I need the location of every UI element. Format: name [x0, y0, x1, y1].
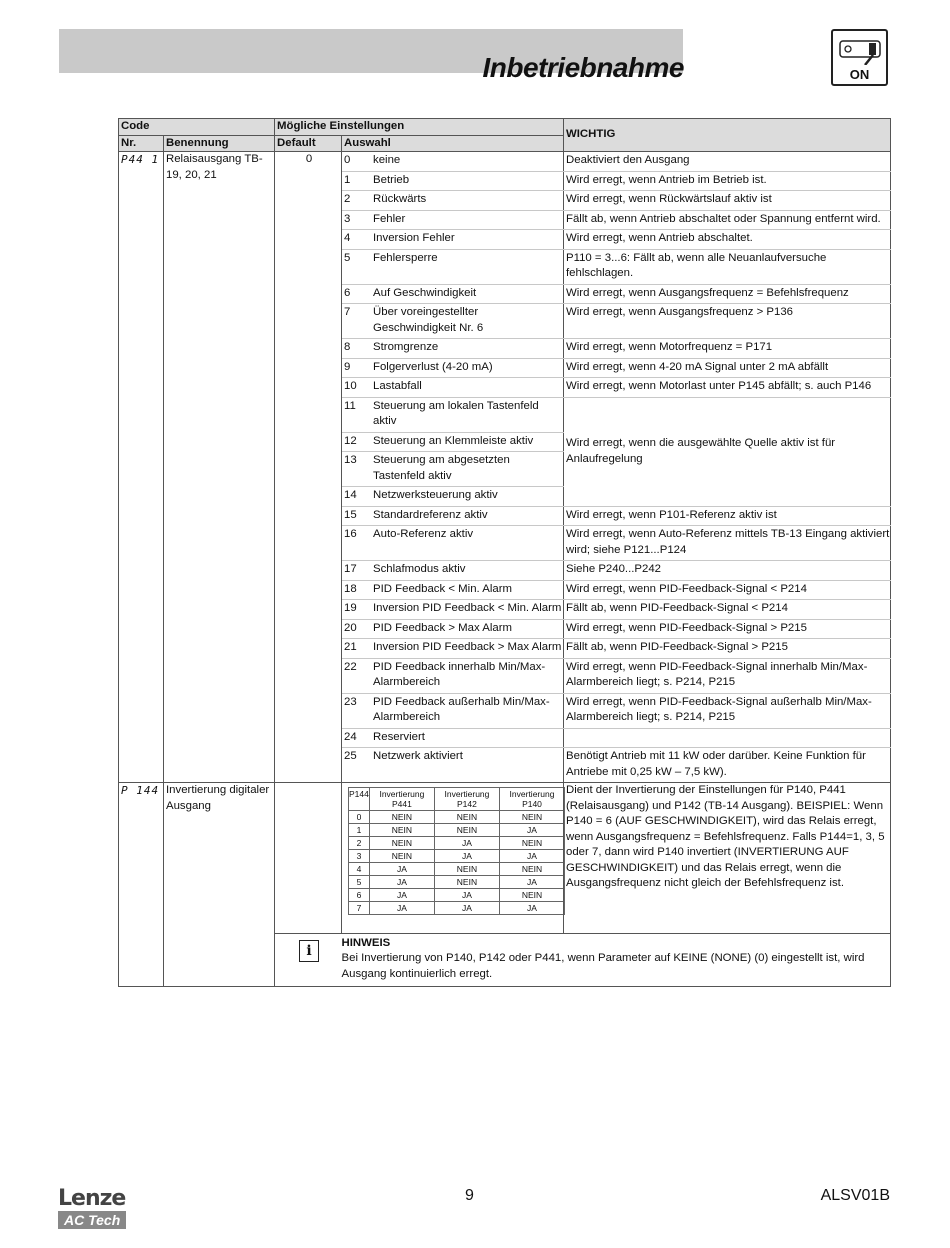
option-label: Reserviert — [373, 730, 425, 743]
on-label: ON — [849, 67, 870, 82]
inner-row — [349, 850, 565, 863]
inner-header: Invertierung P441 — [369, 788, 434, 811]
inner-header: Invertierung P140 — [499, 788, 564, 811]
option-label: Steuerung am abgesetzten Tastenfeld aktiv — [373, 454, 510, 482]
option-label: Inversion PID Feedback < Min. Alarm — [373, 602, 562, 614]
inner-cell: NEIN — [434, 811, 499, 824]
inner-cell: 6 — [349, 889, 370, 902]
option-note — [564, 728, 891, 748]
inner-cell: JA — [499, 902, 564, 915]
option-number: 8 — [344, 341, 351, 353]
inner-cell: 7 — [349, 902, 370, 915]
option-number: 17 — [344, 563, 357, 575]
option-label: PID Feedback außerhalb Min/Max-Alarmbereich — [373, 695, 550, 723]
option-note: Wird erregt, wenn Antrieb im Betrieb ist. — [564, 171, 891, 191]
inner-cell: JA — [499, 876, 564, 889]
option-number: 23 — [344, 695, 357, 708]
option-note: Wird erregt, wenn PID-Feedback-Signal < P214 — [564, 580, 891, 600]
col-settings: Mögliche Einstellungen — [275, 119, 564, 136]
option-note: Fällt ab, wenn PID-Feedback-Signal < P214 — [564, 600, 891, 620]
option-number: 9 — [344, 360, 351, 373]
option-label: Schlafmodus aktiv — [373, 563, 466, 575]
p144-note: Dient der Invertierung der Einstellungen für P140, P441 (Relaisausgang) und P142 (TB-14 Ausgang). BEISPIEL: Wenn P140 = 6 (AUF GESCHWINDIGKEIT), wird das Relais erregt, wenn Ausgangsfrequenz = Befehlsfrequenz. Falls P144=1, 3, 5 oder 7, dann wird P140 invertiert (INVERTIERUNG AUF GESCHWINDIGKEIT) und das Relais erregt, wenn die Ausgangsfrequenz nicht gleich der Befehlsfrequenz ist. — [564, 783, 891, 934]
inner-cell: JA — [434, 837, 499, 850]
inner-cell: 0 — [349, 811, 370, 824]
inner-row — [349, 824, 565, 837]
inner-cell: 5 — [349, 876, 370, 889]
p441-default: 0 — [275, 152, 342, 783]
option-note: Wird erregt, wenn Rückwärtslauf aktiv ist — [564, 191, 891, 211]
col-name: Benennung — [164, 135, 275, 152]
option-label: Lastabfall — [373, 380, 422, 392]
page-title: Inbetriebnahme — [482, 52, 684, 83]
inner-cell: JA — [499, 824, 564, 837]
option-label: Netzwerk aktiviert — [373, 750, 463, 762]
option-label: Inversion PID Feedback > Max Alarm — [373, 641, 562, 653]
inner-row — [349, 811, 565, 824]
option-label: Standardreferenz aktiv — [373, 508, 488, 521]
option-label: PID Feedback innerhalb Min/Max-Alarmbereich — [373, 660, 546, 688]
inner-cell: JA — [499, 850, 564, 863]
option-number: 16 — [344, 528, 357, 540]
option-label: Rückwärts — [373, 193, 427, 205]
inner-header: P144 — [349, 788, 370, 811]
inner-cell: JA — [369, 889, 434, 902]
logo-actech: AC Tech — [58, 1211, 126, 1229]
inner-row — [349, 837, 565, 850]
option-number: 20 — [344, 621, 357, 634]
option-label: Stromgrenze — [373, 341, 439, 353]
option-note: Wird erregt, wenn Motorlast unter P145 abfällt; s. auch P146 — [564, 378, 891, 398]
option-note: Wird erregt, wenn 4-20 mA Signal unter 2 mA abfällt — [564, 358, 891, 378]
parameter-table — [118, 118, 891, 987]
option-note: Wird erregt, wenn Motorfrequenz = P171 — [564, 339, 891, 359]
option-note: Benötigt Antrieb mit 11 kW oder darüber. Keine Funktion für Antriebe mit 0,25 kW – 7,5 kW). — [564, 748, 891, 783]
option-number: 18 — [344, 582, 357, 595]
inner-row — [349, 863, 565, 876]
col-select: Auswahl — [342, 135, 564, 152]
option-note: Deaktiviert den Ausgang — [564, 152, 891, 172]
option-note: P110 = 3...6: Fällt ab, wenn alle Neuanlaufversuche fehlschlagen. — [564, 249, 891, 284]
option-label: PID Feedback < Min. Alarm — [373, 582, 512, 595]
inner-row — [349, 876, 565, 889]
option-note: Wird erregt, wenn Ausgangsfrequenz = Befehlsfrequenz — [564, 284, 891, 304]
option-number: 6 — [344, 286, 351, 299]
option-label: Steuerung am lokalen Tastenfeld aktiv — [373, 399, 539, 427]
option-number: 21 — [344, 641, 357, 653]
option-number: 3 — [344, 212, 351, 225]
option-note: Wird erregt, wenn Antrieb abschaltet. — [564, 230, 891, 250]
p144-row — [119, 783, 891, 934]
col-important: WICHTIG — [564, 119, 891, 152]
option-note: Wird erregt, wenn PID-Feedback-Signal außerhalb Min/Max-Alarmbereich liegt; s. P214, P215 — [564, 693, 891, 728]
option-number: 1 — [344, 173, 351, 186]
inner-cell: 2 — [349, 837, 370, 850]
option-number: 5 — [344, 251, 351, 264]
page-number: 9 — [465, 1187, 474, 1204]
inner-cell: NEIN — [369, 824, 434, 837]
option-label: keine — [373, 154, 401, 166]
logo-lenze: Lenze — [58, 1186, 126, 1211]
option-note-group: Wird erregt, wenn die ausgewählte Quelle aktiv ist für Anlaufregelung — [564, 397, 891, 506]
p144-name: Invertierung digitaler Ausgang — [164, 783, 275, 934]
document-id: ALSV01B — [820, 1187, 890, 1204]
hinweis-row — [119, 933, 891, 987]
option-note: Wird erregt, wenn Ausgangsfrequenz > P136 — [564, 304, 891, 339]
inner-cell: NEIN — [434, 863, 499, 876]
option-label: Steuerung an Klemmleiste aktiv — [373, 434, 534, 447]
inner-cell: 1 — [349, 824, 370, 837]
option-note: Fällt ab, wenn PID-Feedback-Signal > P215 — [564, 639, 891, 659]
p144-code: P 144 — [121, 784, 160, 797]
option-note: Wird erregt, wenn PID-Feedback-Signal innerhalb Min/Max-Alarmbereich liegt; s. P214, P215 — [564, 658, 891, 693]
inner-cell: JA — [369, 876, 434, 889]
option-number: 12 — [344, 434, 357, 447]
col-nr: Nr. — [119, 135, 164, 152]
option-note: Siehe P240...P242 — [564, 561, 891, 581]
power-switch-icon — [831, 29, 888, 86]
option-number: 14 — [344, 489, 357, 501]
option-number: 2 — [344, 193, 351, 205]
option-label: Inversion Fehler — [373, 232, 455, 244]
option-label: Über voreingestellter Geschwindigkeit Nr. 6 — [373, 306, 484, 334]
option-label: Auf Geschwindigkeit — [373, 286, 477, 299]
col-default: Default — [275, 135, 342, 152]
inner-cell: NEIN — [434, 824, 499, 837]
inner-cell: NEIN — [499, 889, 564, 902]
inner-cell: 4 — [349, 863, 370, 876]
inner-cell: NEIN — [434, 876, 499, 889]
inner-cell: NEIN — [369, 837, 434, 850]
inner-cell: JA — [369, 863, 434, 876]
option-label: Folgerverlust (4-20 mA) — [373, 360, 493, 373]
option-number: 24 — [344, 730, 357, 743]
option-number: 25 — [344, 750, 357, 762]
option-number: 15 — [344, 508, 357, 521]
info-icon: i — [299, 940, 319, 962]
option-number: 19 — [344, 602, 357, 614]
p441-rows — [119, 152, 891, 783]
col-code: Code — [119, 119, 275, 136]
option-note: Wird erregt, wenn PID-Feedback-Signal > P215 — [564, 619, 891, 639]
option-number: 10 — [344, 380, 357, 392]
option-row — [119, 152, 891, 172]
option-label: Auto-Referenz aktiv — [373, 528, 474, 540]
option-label: Fehlersperre — [373, 251, 438, 264]
inner-cell: NEIN — [499, 863, 564, 876]
option-label: PID Feedback > Max Alarm — [373, 621, 512, 634]
inner-cell: JA — [434, 850, 499, 863]
option-number: 4 — [344, 232, 351, 244]
option-number: 0 — [344, 154, 351, 166]
option-note: Wird erregt, wenn P101-Referenz aktiv ist — [564, 506, 891, 526]
inner-row — [349, 902, 565, 915]
option-note: Fällt ab, wenn Antrieb abschaltet oder Spannung entfernt wird. — [564, 210, 891, 230]
inner-cell: 3 — [349, 850, 370, 863]
lenze-logo — [58, 1186, 126, 1230]
inner-cell: NEIN — [499, 811, 564, 824]
inner-cell: NEIN — [499, 837, 564, 850]
inner-cell: NEIN — [369, 811, 434, 824]
inner-cell: NEIN — [369, 850, 434, 863]
option-note: Wird erregt, wenn Auto-Referenz mittels TB-13 Eingang aktiviert wird; siehe P121...P124 — [564, 526, 891, 561]
inner-cell: JA — [434, 889, 499, 902]
option-label: Betrieb — [373, 173, 410, 186]
inner-row — [349, 889, 565, 902]
option-number: 7 — [344, 306, 351, 318]
hinweis-title: HINWEIS — [341, 936, 391, 949]
option-number: 11 — [344, 399, 356, 412]
option-number: 22 — [344, 660, 357, 673]
hinweis-text: Bei Invertierung von P140, P142 oder P441, wenn Parameter auf KEINE (NONE) (0) eingestellt ist, wird Ausgang kontinuierlich erregt. — [341, 952, 865, 980]
p441-code: P44 1 — [121, 153, 160, 166]
inner-cell: JA — [369, 902, 434, 915]
p441-name: Relaisausgang TB-19, 20, 21 — [164, 152, 275, 783]
p144-inversion-table — [348, 787, 565, 915]
inner-cell: JA — [434, 902, 499, 915]
inner-header: Invertierung P142 — [434, 788, 499, 811]
option-label: Netzwerksteuerung aktiv — [373, 489, 498, 501]
option-number: 13 — [344, 454, 357, 466]
option-label: Fehler — [373, 212, 406, 225]
